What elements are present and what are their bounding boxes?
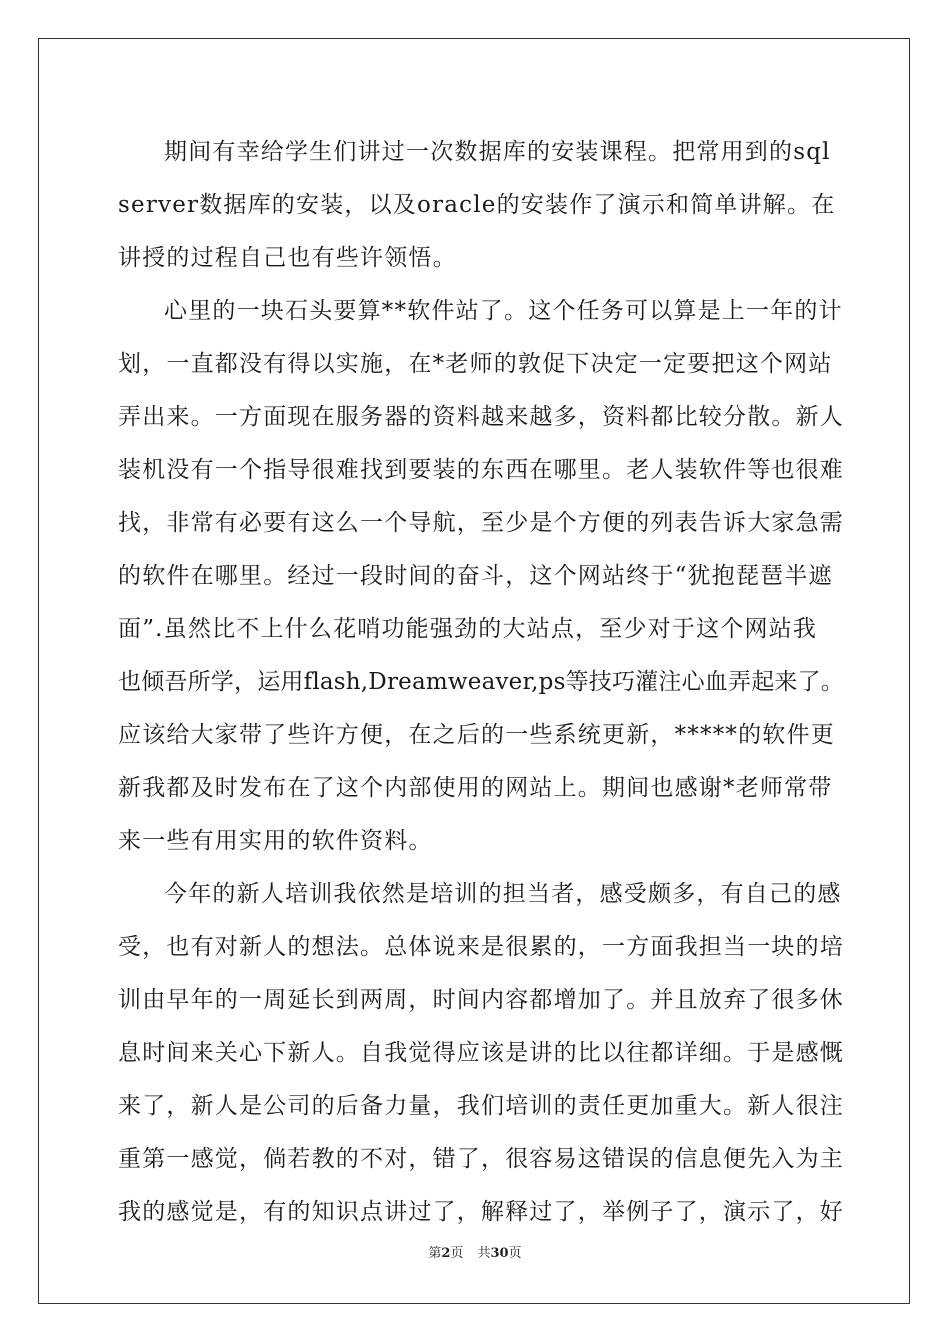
total-pages: 30 (490, 1246, 509, 1261)
text-line: 面”.虽然比不上什么花哨功能强劲的大站点，至少对于这个网站我 (118, 616, 818, 642)
text-line: 装机没有一个指导很难找到要装的东西在哪里。老人装软件等也很难 (118, 457, 844, 483)
text-line: 来一些有用实用的软件资料。 (118, 828, 433, 854)
text-line: 今年的新人培训我依然是培训的担当者，感受颇多，有自己的感 (164, 881, 842, 907)
text-line: 我的感觉是，有的知识点讲过了，解释过了，举例子了，演示了，好 (118, 1199, 844, 1225)
page-number: 2 (441, 1246, 451, 1261)
text-line: 也倾吾所学，运用flash,Dreamweaver,ps等技巧灌注心血弄起来了。 (118, 669, 844, 695)
text-line: 受，也有对新人的想法。总体说来是很累的，一方面我担当一块的培 (118, 934, 844, 960)
text-line: 讲授的过程自己也有些许领悟。 (118, 245, 457, 271)
total-prefix: 共 (477, 1246, 491, 1261)
page-footer (0, 1246, 950, 1262)
text-line: 找，非常有必要有这么一个导航，至少是个方便的列表告诉大家急需 (118, 510, 844, 536)
text-line: 训由早年的一周延长到两周，时间内容都增加了。并且放弃了很多休 (118, 987, 844, 1013)
text-line: server数据库的安装，以及oracle的安装作了演示和简单讲解。在 (118, 192, 836, 218)
text-line: 划，一直都没有得以实施，在*老师的敦促下决定一定要把这个网站 (118, 351, 833, 377)
text-line: 的软件在哪里。经过一段时间的奋斗，这个网站终于“犹抱琵琶半遮 (118, 563, 833, 589)
text-line: 息时间来关心下新人。自我觉得应该是讲的比以往都详细。于是感慨 (118, 1040, 844, 1066)
text-line: 来了，新人是公司的后备力量，我们培训的责任更加重大。新人很注 (118, 1093, 844, 1119)
total-suffix: 页 (508, 1246, 522, 1261)
text-line: 心里的一块石头要算**软件站了。这个任务可以算是上一年的计 (164, 298, 843, 324)
text-line: 新我都及时发布在了这个内部使用的网站上。期间也感谢*老师常带 (118, 775, 833, 801)
page-suffix: 页 (450, 1246, 464, 1261)
text-line: 应该给大家带了些许方便，在之后的一些系统更新，*****的软件更 (118, 722, 835, 748)
text-line: 弄出来。一方面现在服务器的资料越来越多，资料都比较分散。新人 (118, 404, 844, 430)
text-line: 期间有幸给学生们讲过一次数据库的安装课程。把常用到的sql (164, 139, 831, 165)
text-line: 重第一感觉，倘若教的不对，错了，很容易这错误的信息便先入为主 (118, 1146, 844, 1172)
page-prefix: 第 (428, 1246, 442, 1261)
